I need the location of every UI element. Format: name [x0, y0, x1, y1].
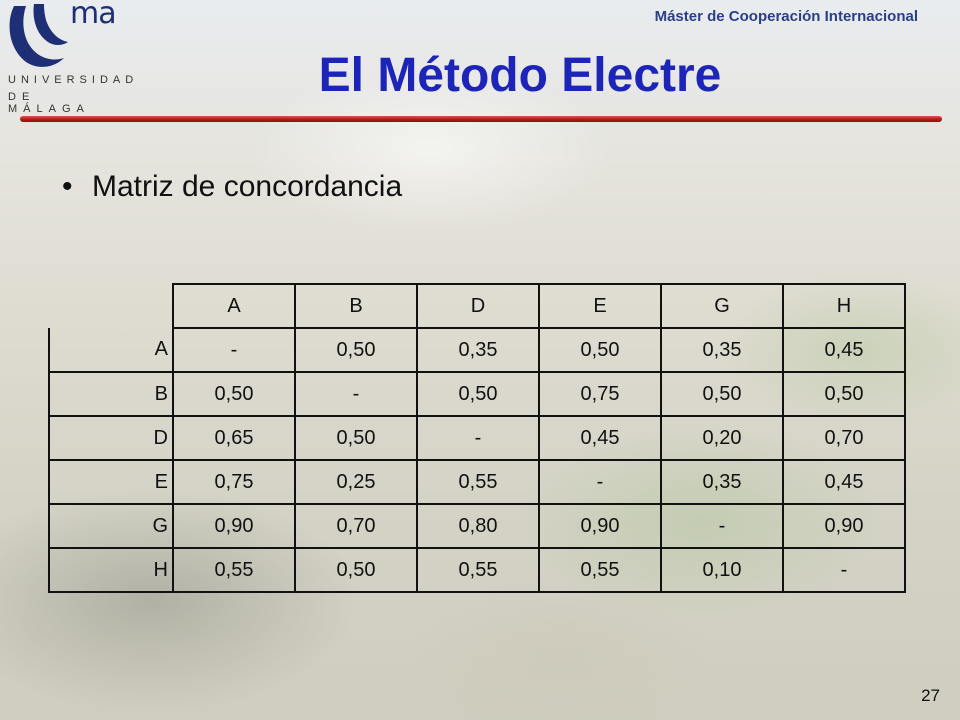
table-cell: - [661, 504, 783, 548]
table-cell: - [417, 416, 539, 460]
table-cell: 0,55 [417, 548, 539, 592]
university-logo [4, 0, 139, 115]
table-cell: - [783, 548, 905, 592]
table-cell: 0,20 [661, 416, 783, 460]
row-header: B [49, 372, 173, 416]
table-cell: 0,35 [661, 460, 783, 504]
table-row [49, 416, 905, 460]
table-cell: 0,90 [539, 504, 661, 548]
table-cell: 0,45 [783, 328, 905, 372]
logo-mark-text: ma [70, 0, 116, 31]
row-header: H [49, 548, 173, 592]
table-cell: 0,90 [173, 504, 295, 548]
table-cell: 0,70 [295, 504, 417, 548]
table-row [49, 372, 905, 416]
bullet-symbol: • [62, 170, 73, 203]
table-row [49, 548, 905, 592]
table-cell: 0,25 [295, 460, 417, 504]
slide-title: El Método Electre [318, 49, 722, 102]
row-header: G [49, 504, 173, 548]
table-cell: 0,75 [173, 460, 295, 504]
table-cell: 0,10 [661, 548, 783, 592]
table-row [49, 460, 905, 504]
table-cell: 0,75 [539, 372, 661, 416]
column-header: B [295, 284, 417, 328]
table-cell: 0,50 [295, 548, 417, 592]
table-cell: 0,35 [661, 328, 783, 372]
table-cell: 0,70 [783, 416, 905, 460]
title-divider [20, 116, 942, 122]
table-cell: 0,35 [417, 328, 539, 372]
column-header: D [417, 284, 539, 328]
course-label: Máster de Cooperación Internacional [654, 8, 918, 25]
table-header-row [49, 284, 905, 328]
table-cell: 0,55 [417, 460, 539, 504]
bullet-text: Matriz de concordancia [92, 170, 403, 203]
table-cell: 0,45 [539, 416, 661, 460]
table-cell: - [539, 460, 661, 504]
logo-line-2: DE MÁLAGA [8, 91, 90, 115]
table-cell: 0,65 [173, 416, 295, 460]
table-cell: 0,50 [661, 372, 783, 416]
table-cell: 0,50 [783, 372, 905, 416]
page-number: 27 [921, 686, 940, 705]
bullet-item [62, 170, 402, 204]
table-cell: 0,50 [173, 372, 295, 416]
table-cell: - [173, 328, 295, 372]
column-header: H [783, 284, 905, 328]
table-corner [49, 284, 173, 328]
table-row [49, 328, 905, 372]
table-cell: 0,50 [295, 416, 417, 460]
table-cell: 0,50 [539, 328, 661, 372]
table-row [49, 504, 905, 548]
column-header: E [539, 284, 661, 328]
table-cell: 0,55 [539, 548, 661, 592]
table-cell: - [295, 372, 417, 416]
logo-line-1: UNIVERSIDAD [8, 74, 139, 86]
column-header: G [661, 284, 783, 328]
column-header: A [173, 284, 295, 328]
table-cell: 0,50 [417, 372, 539, 416]
row-header: A [49, 328, 173, 372]
table-cell: 0,90 [783, 504, 905, 548]
row-header: D [49, 416, 173, 460]
uma-logo-icon [4, 0, 74, 72]
concordance-matrix [48, 283, 906, 593]
row-header: E [49, 460, 173, 504]
table-cell: 0,55 [173, 548, 295, 592]
table-cell: 0,45 [783, 460, 905, 504]
table-cell: 0,50 [295, 328, 417, 372]
table-cell: 0,80 [417, 504, 539, 548]
